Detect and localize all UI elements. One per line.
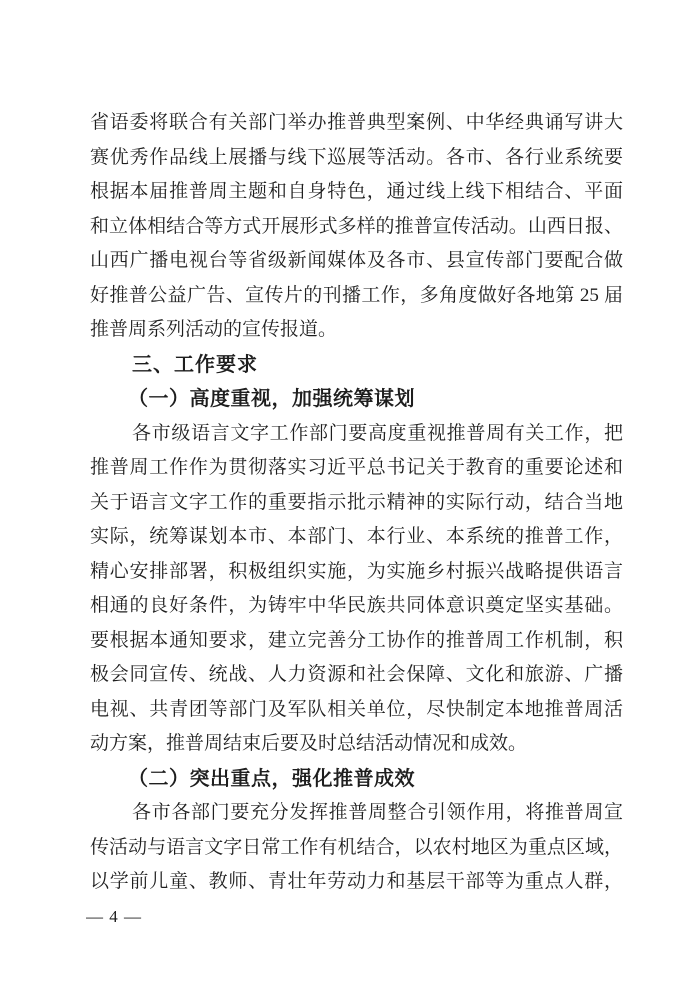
text-line: 极会同宣传、统战、人力资源和社会保障、文化和旅游、广播	[90, 664, 623, 685]
document-text-block	[86, 106, 623, 934]
text-line: 以学前儿童、教师、青壮年劳动力和基层干部等为重点人群，	[90, 871, 623, 892]
text-line-paragraph-end: 推普周系列活动的宣传报道。	[90, 319, 338, 340]
page-number: — 4 —	[86, 906, 142, 926]
text-line: 传活动与语言文字日常工作有机结合，以农村地区为重点区域，	[90, 836, 623, 858]
section-heading-work-requirements: 三、工作要求	[132, 353, 258, 376]
text-line-paragraph-start: 各市各部门要充分发挥推普周整合引领作用，将推普周宣	[132, 802, 623, 823]
text-line: 电视、共青团等部门及军队相关单位，尽快制定本地推普周活	[90, 698, 623, 720]
text-line: 要根据本通知要求，建立完善分工协作的推普周工作机制，积	[90, 629, 623, 651]
text-line: 和立体相结合等方式开展形式多样的推普宣传活动。山西日报、	[90, 215, 623, 237]
text-line: 相通的良好条件，为铸牢中华民族共同体意识奠定坚实基础。	[90, 595, 623, 616]
text-line: 山西广播电视台等省级新闻媒体及各市、县宣传部门要配合做	[90, 250, 623, 271]
text-line: 赛优秀作品线上展播与线下巡展等活动。各市、各行业系统要	[90, 146, 623, 168]
text-line: 推普周工作作为贯彻落实习近平总书记关于教育的重要论述和	[90, 457, 623, 478]
text-line: 精心安排部署，积极组织实施，为实施乡村振兴战略提供语言	[90, 560, 623, 582]
text-line: 好推普公益广告、宣传片的刊播工作，多角度做好各地第 25 届	[90, 284, 623, 306]
text-line: 根据本届推普周主题和自身特色，通过线上线下相结合、平面	[90, 181, 623, 202]
text-line: 关于语言文字工作的重要指示批示精神的实际行动，结合当地	[90, 491, 623, 513]
text-line-paragraph-end: 动方案，推普周结束后要及时总结活动情况和成效。	[90, 733, 528, 754]
text-line: 实际，统筹谋划本市、本部门、本行业、本系统的推普工作，	[90, 526, 623, 547]
text-line: 省语委将联合有关部门举办推普典型案例、中华经典诵写讲大	[90, 112, 623, 133]
text-line-paragraph-start: 各市级语言文字工作部门要高度重视推普周有关工作，把	[132, 422, 623, 444]
subsection-heading-1: （一）高度重视，加强统筹谋划	[128, 388, 415, 410]
subsection-heading-2: （二）突出重点，强化推普成效	[128, 767, 415, 790]
